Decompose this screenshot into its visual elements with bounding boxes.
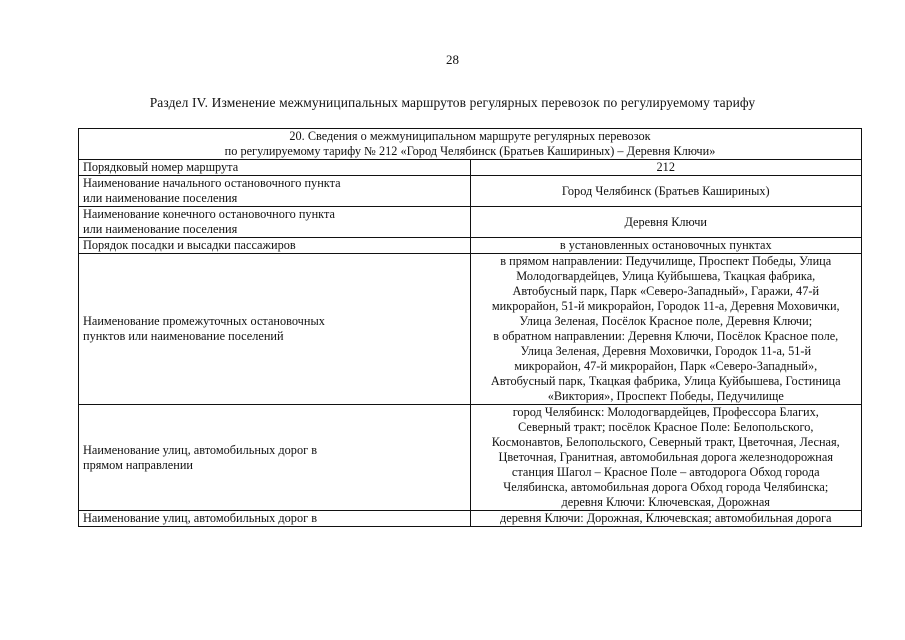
row-value-line: станция Шагол – Красное Поле – автодорога Обход города: [511, 465, 820, 479]
table-title-row: [79, 129, 862, 160]
section-heading: Раздел IV. Изменение межмуниципальных маршрутов регулярных перевозок по регулируемому тарифу: [149, 95, 756, 110]
row-label-line: или наименование поселения: [83, 222, 238, 236]
row-label: [79, 511, 471, 527]
row-value-line: Космонавтов, Белопольского, Северный тракт, Цветочная, Лесная,: [491, 435, 840, 449]
row-label: [79, 176, 471, 207]
row-value: [470, 160, 862, 176]
row-label-line: Наименование конечного остановочного пункта: [83, 207, 335, 221]
row-label-line: или наименование поселения: [83, 191, 238, 205]
row-label-line: Наименование улиц, автомобильных дорог в: [83, 442, 318, 457]
row-label: [79, 238, 471, 254]
row-value-line: 212: [656, 160, 675, 174]
route-info-table: [78, 128, 862, 527]
row-label-line: Наименование улиц, автомобильных дорог в: [83, 511, 318, 525]
row-value-line: «Виктория», Проспект Победы, Педучилище: [547, 389, 784, 403]
row-value-line: Город Челябинск (Братьев Кашириных): [561, 183, 770, 198]
row-value-line: Челябинска, автомобильная дорога Обход города Челябинска;: [503, 480, 829, 494]
row-value: [470, 511, 862, 527]
table-row: [79, 176, 862, 207]
row-value-line: в прямом направлении: Педучилище, Проспект Победы, Улица: [500, 254, 832, 268]
row-value-line: Улица Зеленая, Посёлок Красное поле, Деревня Ключи;: [519, 314, 813, 328]
row-value-line: в обратном направлении: Деревня Ключи, Посёлок Красное поле,: [493, 329, 839, 343]
table-row: [79, 405, 862, 511]
row-value-line: микрорайон, 51-й микрорайон, Городок 11-а, Деревня Моховички,: [491, 299, 840, 313]
row-value-line: микрорайон, 47-й микрорайон, Парк «Северо-Западный»,: [514, 359, 818, 373]
table-title: [79, 129, 862, 160]
row-value-line: Северный тракт; посёлок Красное Поле: Белопольского,: [518, 420, 814, 434]
row-label: [79, 254, 471, 405]
row-label-line: прямом направлении: [83, 457, 193, 472]
row-label-line: пунктов или наименование поселений: [83, 329, 284, 343]
table-row: [79, 511, 862, 527]
table-row: [79, 207, 862, 238]
row-label-line: Порядок посадки и высадки пассажиров: [83, 238, 296, 252]
table-body: [79, 160, 862, 527]
row-value-line: Улица Зеленая, Деревня Моховички, Городок 11-а, 51-й: [520, 344, 812, 358]
row-value-line: Деревня Ключи: [624, 214, 708, 229]
row-label-line: Наименование промежуточных остановочных: [83, 314, 325, 328]
row-value: [470, 238, 862, 254]
row-value: [470, 207, 862, 238]
page-number: 28: [446, 52, 459, 67]
row-value: [470, 254, 862, 405]
row-value-line: Автобусный парк, Парк «Северо-Западный», Гаражи, 47-й: [512, 284, 820, 298]
row-value-line: Автобусный парк, Ткацкая фабрика, Улица Куйбышева, Гостиница: [490, 374, 841, 388]
row-label-line: Наименование начального остановочного пункта: [83, 176, 341, 190]
table-title-line: 20. Сведения о межмуниципальном маршруте регулярных перевозок: [289, 129, 651, 143]
row-label: [79, 160, 471, 176]
table-row: [79, 254, 862, 405]
row-value-line: город Челябинск: Молодогвардейцев, Профессора Благих,: [512, 405, 819, 419]
row-value-line: Цветочная, Гранитная, автомобильная дорога железнодорожная: [498, 450, 833, 464]
row-value: [470, 405, 862, 511]
row-label: [79, 207, 471, 238]
row-value-line: деревня Ключи: Дорожная, Ключевская; автомобильная дорога: [500, 511, 832, 525]
table-row: [79, 160, 862, 176]
row-value: [470, 176, 862, 207]
row-label-line: Порядковый номер маршрута: [83, 160, 239, 174]
row-value-line: деревня Ключи: Ключевская, Дорожная: [561, 495, 770, 509]
table-title-line: по регулируемому тарифу № 212 «Город Челябинск (Братьев Кашириных) – Деревня Ключи»: [224, 144, 716, 158]
row-value-line: в установленных остановочных пунктах: [559, 238, 772, 252]
row-value-line: Молодогвардейцев, Улица Куйбышева, Ткацкая фабрика,: [516, 269, 816, 283]
row-label: [79, 405, 471, 511]
table-row: [79, 238, 862, 254]
